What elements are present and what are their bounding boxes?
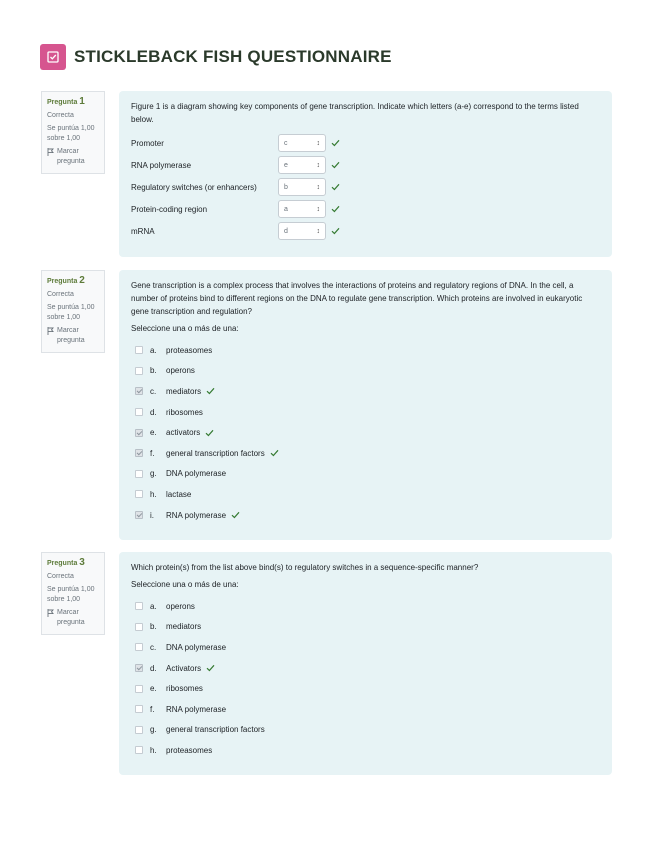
match-select[interactable] [278, 200, 326, 218]
answer-text: proteasomes [166, 745, 213, 755]
match-select-value: e [284, 161, 288, 169]
flag-icon [47, 148, 54, 156]
match-label: Protein-coding region [131, 204, 208, 214]
answer-option[interactable] [131, 699, 600, 720]
answer-letter: a. [150, 601, 157, 611]
flag-icon [47, 609, 54, 617]
answer-list [131, 340, 600, 525]
select-caret-icon: ↕ [316, 161, 320, 169]
match-row [131, 176, 600, 198]
answer-option[interactable] [131, 422, 600, 443]
question-state: Correcta [47, 291, 74, 298]
correct-check-icon [331, 227, 340, 235]
answer-text: lactase [166, 489, 192, 499]
answer-letter: i. [150, 510, 154, 520]
answer-letter: c. [150, 642, 157, 652]
correct-check-icon [205, 429, 214, 437]
answer-checkbox[interactable] [135, 429, 143, 437]
match-label: RNA polymerase [131, 160, 192, 170]
page-title: STICKLEBACK FISH QUESTIONNAIRE [74, 47, 392, 66]
select-caret-icon: ↕ [316, 139, 320, 147]
answer-checkbox[interactable] [135, 664, 143, 672]
answer-text: operons [166, 601, 195, 611]
match-rows [131, 132, 600, 242]
question-text: Which protein(s) from the list above bind(s) to regulatory switches in a sequence-specific manner? [131, 563, 479, 572]
question-grade: Se puntúa 1,00 sobre 1,00 [47, 586, 95, 603]
question-label: Pregunta [47, 99, 78, 106]
match-select[interactable] [278, 222, 326, 240]
answer-list [131, 596, 600, 761]
answer-letter: d. [150, 663, 157, 673]
answer-option[interactable] [131, 484, 600, 505]
answer-letter: h. [150, 489, 157, 499]
answer-checkbox[interactable] [135, 685, 143, 693]
flag-icon [47, 327, 54, 335]
flag-question-label: Marcar pregunta [57, 327, 85, 344]
answer-checkbox[interactable] [135, 408, 143, 416]
answer-checkbox[interactable] [135, 346, 143, 354]
correct-check-icon [231, 511, 240, 519]
answer-option[interactable] [131, 658, 600, 679]
question-2-info [41, 270, 105, 353]
question-2-content [119, 270, 612, 540]
answer-letter: f. [150, 704, 155, 714]
answer-text: mediators [166, 622, 202, 632]
answer-checkbox[interactable] [135, 470, 143, 478]
answer-letter: c. [150, 386, 157, 396]
match-select-value: b [284, 183, 288, 191]
answer-letter: b. [150, 366, 157, 376]
match-select-value: c [284, 139, 288, 147]
question-number: 2 [79, 275, 85, 286]
match-label: Regulatory switches (or enhancers) [131, 182, 257, 192]
answer-text: Activators [166, 663, 202, 673]
answer-prompt: Seleccione una o más de una: [131, 580, 239, 589]
answer-checkbox[interactable] [135, 746, 143, 754]
answer-text: RNA polymerase [166, 704, 227, 714]
answer-text: ribosomes [166, 684, 203, 694]
answer-option[interactable] [131, 596, 600, 617]
question-1-content [119, 91, 612, 257]
question-state: Correcta [47, 573, 74, 580]
answer-text: DNA polymerase [166, 642, 227, 652]
page-header [40, 44, 392, 70]
answer-letter: g. [150, 469, 157, 479]
question-3-info [41, 552, 105, 635]
question-number: 3 [79, 557, 85, 568]
answer-text: operons [166, 366, 195, 376]
select-caret-icon: ↕ [316, 183, 320, 191]
correct-check-icon [331, 161, 340, 169]
question-label: Pregunta [47, 560, 78, 567]
correct-check-icon [206, 664, 215, 672]
correct-check-icon [331, 139, 340, 147]
answer-text: mediators [166, 386, 202, 396]
question-text: Figure 1 is a diagram showing key components of gene transcription. Indicate which letters (a-e) correspond to the terms listed below. [131, 102, 579, 124]
answer-checkbox[interactable] [135, 643, 143, 651]
answer-option[interactable] [131, 443, 600, 464]
correct-check-icon [331, 205, 340, 213]
answer-checkbox[interactable] [135, 367, 143, 375]
question-text: Gene transcription is a complex process that involves the interactions of proteins and regulatory regions of DNA. In the cell, a number of proteins bind to different regions on the DNA to regulate gene transcription. Which proteins are involved in eukaryotic gene transcription and regulation? [131, 281, 583, 316]
answer-option[interactable] [131, 381, 600, 402]
answer-checkbox[interactable] [135, 511, 143, 519]
answer-letter: d. [150, 407, 157, 417]
correct-check-icon [270, 449, 279, 457]
match-row [131, 220, 600, 242]
match-select-value: d [284, 227, 288, 235]
answer-text: proteasomes [166, 345, 213, 355]
flag-question-link[interactable] [47, 608, 99, 628]
match-label: mRNA [131, 226, 155, 236]
answer-option[interactable] [131, 361, 600, 382]
flag-question-link[interactable] [47, 326, 99, 346]
answer-text: activators [166, 428, 201, 438]
answer-checkbox[interactable] [135, 602, 143, 610]
answer-letter: g. [150, 725, 157, 735]
answer-text: ribosomes [166, 407, 203, 417]
match-row [131, 198, 600, 220]
question-number: 1 [79, 96, 85, 107]
answer-option[interactable] [131, 678, 600, 699]
answer-letter: b. [150, 622, 157, 632]
correct-check-icon [206, 387, 215, 395]
question-state: Correcta [47, 112, 74, 119]
answer-option[interactable] [131, 464, 600, 485]
answer-checkbox[interactable] [135, 705, 143, 713]
answer-text: RNA polymerase [166, 510, 227, 520]
answer-option[interactable] [131, 740, 600, 761]
select-caret-icon: ↕ [316, 205, 320, 213]
answer-letter: a. [150, 345, 157, 355]
answer-option[interactable] [131, 637, 600, 658]
question-label: Pregunta [47, 278, 78, 285]
question-3-content [119, 552, 612, 775]
answer-option[interactable] [131, 617, 600, 638]
answer-text: DNA polymerase [166, 469, 227, 479]
answer-checkbox[interactable] [135, 726, 143, 734]
answer-checkbox[interactable] [135, 623, 143, 631]
question-1-info [41, 91, 105, 174]
answer-checkbox[interactable] [135, 387, 143, 395]
match-row [131, 154, 600, 176]
answer-text: general transcription factors [166, 448, 265, 458]
answer-option[interactable] [131, 505, 600, 526]
correct-check-icon [331, 183, 340, 191]
answer-prompt: Seleccione una o más de una: [131, 324, 239, 333]
match-select[interactable] [278, 134, 326, 152]
answer-letter: e. [150, 684, 157, 694]
flag-question-label: Marcar pregunta [57, 609, 85, 626]
answer-text: general transcription factors [166, 725, 265, 735]
match-select[interactable] [278, 178, 326, 196]
question-grade: Se puntúa 1,00 sobre 1,00 [47, 304, 95, 321]
answer-letter: h. [150, 745, 157, 755]
quiz-icon [40, 44, 66, 70]
answer-checkbox[interactable] [135, 490, 143, 498]
match-label: Promoter [131, 138, 164, 148]
answer-letter: e. [150, 428, 157, 438]
answer-checkbox[interactable] [135, 449, 143, 457]
answer-option[interactable] [131, 402, 600, 423]
flag-question-label: Marcar pregunta [57, 148, 85, 165]
match-select-value: a [284, 205, 288, 213]
select-caret-icon: ↕ [316, 227, 320, 235]
answer-option[interactable] [131, 340, 600, 361]
match-select[interactable] [278, 156, 326, 174]
match-row [131, 132, 600, 154]
question-grade: Se puntúa 1,00 sobre 1,00 [47, 125, 95, 142]
answer-option[interactable] [131, 720, 600, 741]
flag-question-link[interactable] [47, 147, 99, 167]
answer-letter: f. [150, 448, 155, 458]
